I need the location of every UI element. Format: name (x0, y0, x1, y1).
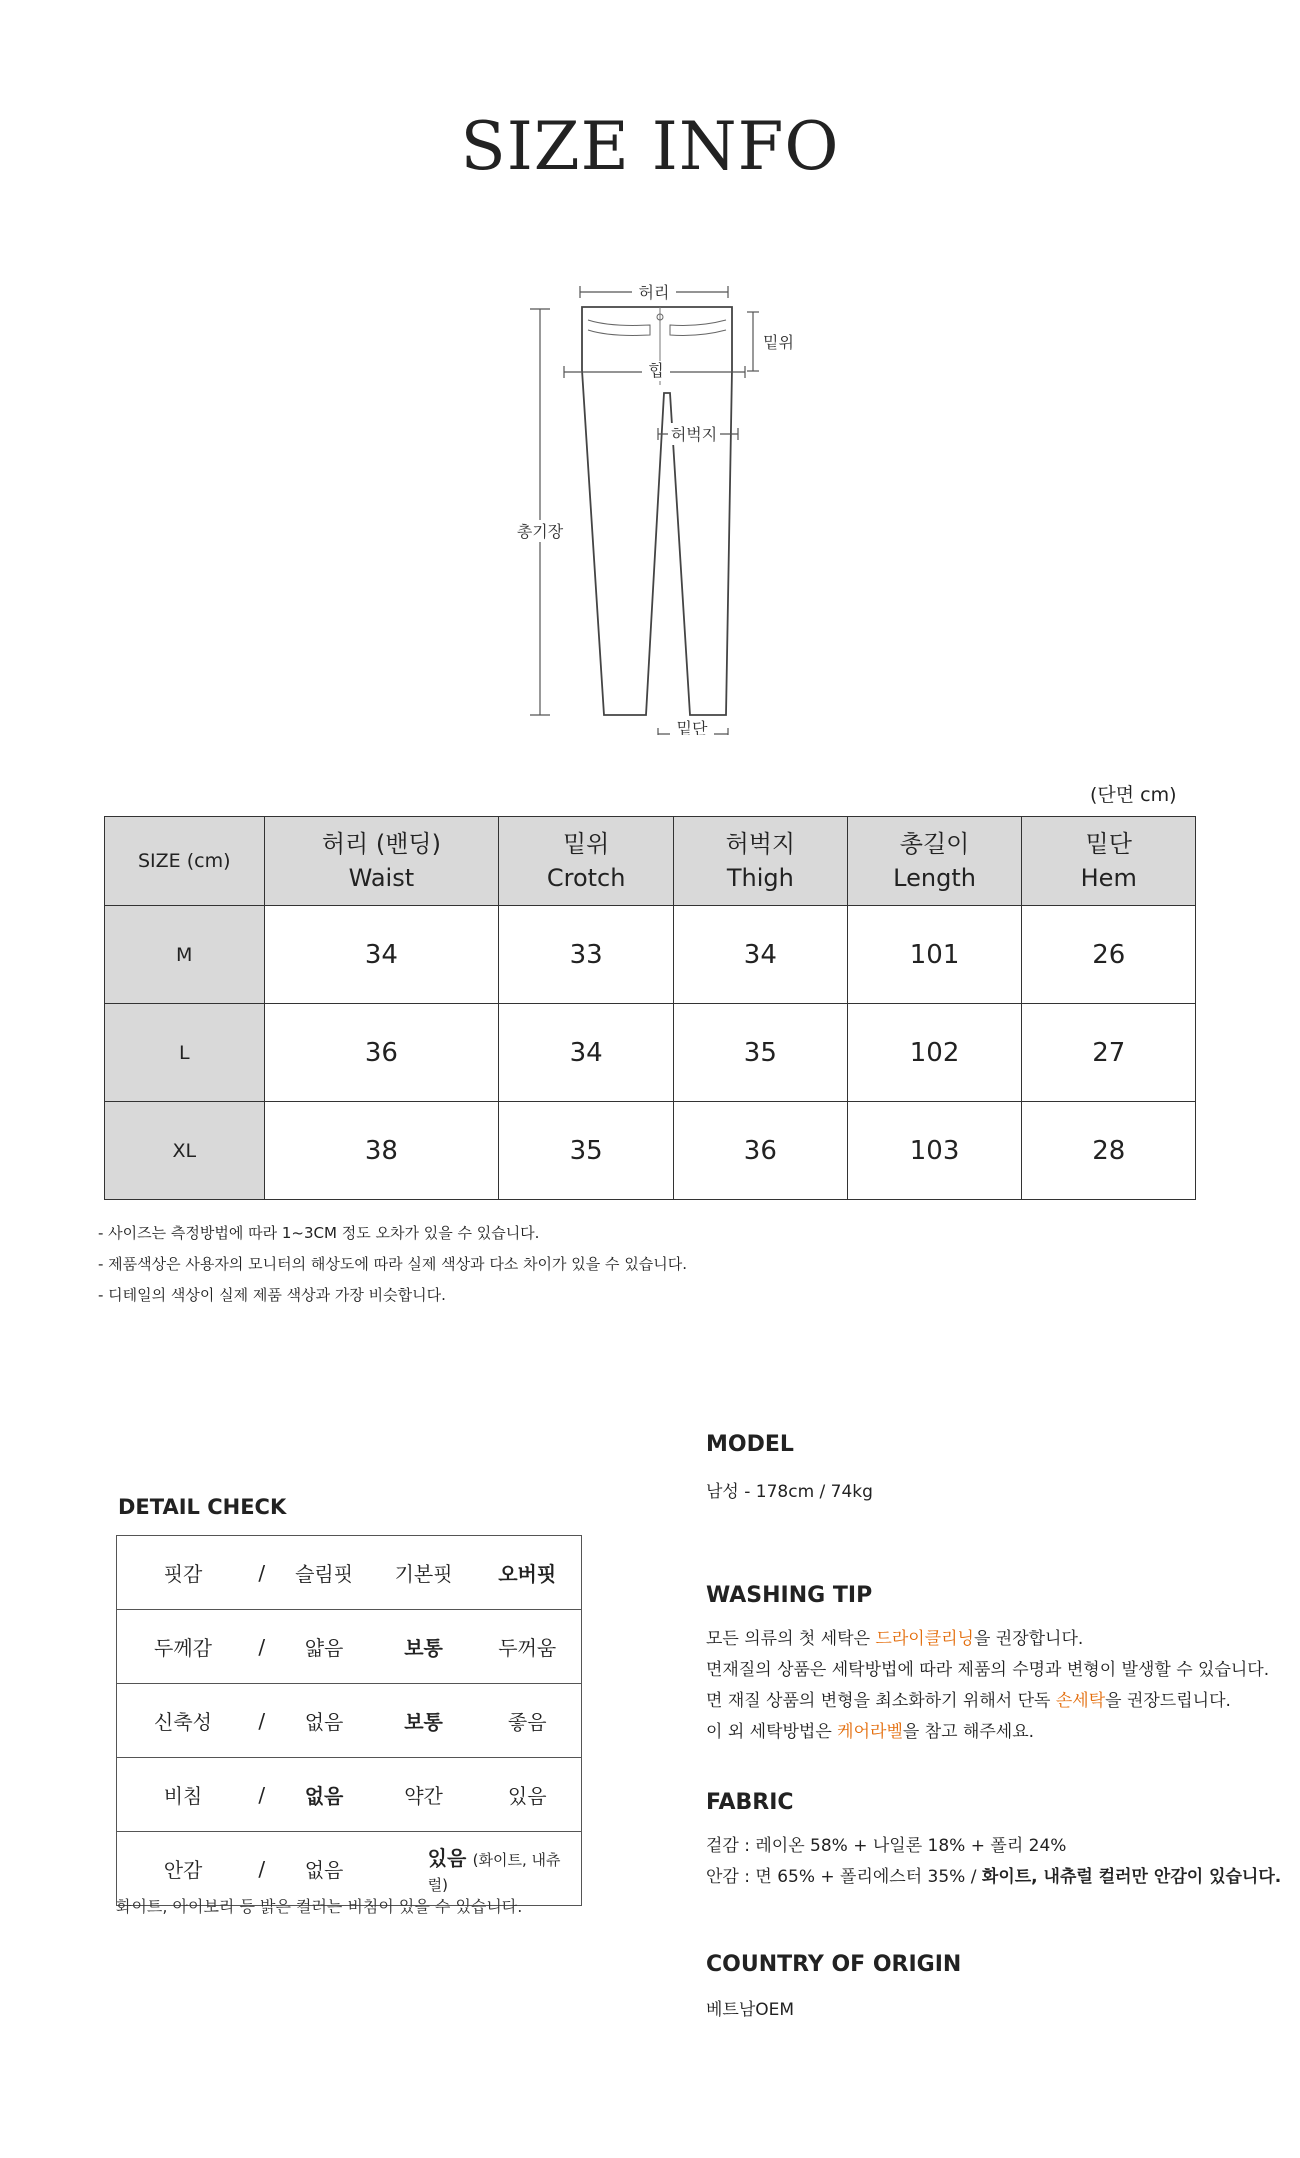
detail-option: 얇음 (274, 1610, 373, 1684)
header-length: 총길이 Length (847, 817, 1022, 906)
table-row (105, 1004, 1196, 1102)
thigh-label: 허벅지 (670, 425, 718, 444)
detail-row-fit (117, 1536, 582, 1610)
fabric-text (706, 1831, 1281, 1893)
fabric-line: 안감 : 면 65% + 폴리에스터 35% / 화이트, 내츄럴 컬러만 안감이 있습니다. (706, 1867, 1282, 1887)
detail-option-selected: 보통 (374, 1610, 474, 1684)
cell-length: 103 (847, 1102, 1022, 1200)
cell-hem: 28 (1022, 1102, 1196, 1200)
detail-separator: / (249, 1832, 274, 1906)
washing-line: 이 외 세탁방법은 케어라벨을 참고 해주세요. (706, 1722, 1035, 1742)
note-line: - 디테일의 색상이 실제 제품 색상과 가장 비슷합니다. (98, 1286, 446, 1304)
length-label: 총기장 (516, 522, 564, 541)
hip-label: 힙 (648, 361, 664, 380)
detail-separator: / (249, 1610, 274, 1684)
page-title: SIZE INFO (460, 108, 840, 185)
header-thigh: 허벅지 Thigh (674, 817, 848, 906)
row-size: XL (105, 1102, 265, 1200)
row-size: M (105, 906, 265, 1004)
detail-row-thickness (117, 1610, 582, 1684)
header-size: SIZE (cm) (105, 817, 265, 906)
detail-check-note: 화이트, 아이보리 등 밝은 컬러는 비침이 있을 수 있습니다. (116, 1897, 523, 1916)
detail-check-title: DETAIL CHECK (118, 1495, 287, 1519)
size-notes (98, 1218, 687, 1311)
cell-crotch: 35 (499, 1102, 674, 1200)
detail-option: 기본핏 (374, 1536, 474, 1610)
cell-waist: 38 (264, 1102, 499, 1200)
cell-thigh: 36 (674, 1102, 848, 1200)
cell-crotch: 34 (499, 1004, 674, 1102)
rise-label: 밑위 (763, 333, 794, 352)
detail-option: 슬림핏 (274, 1536, 373, 1610)
header-crotch: 밑위 Crotch (499, 817, 674, 906)
detail-option: 약간 (374, 1758, 474, 1832)
detail-separator: / (249, 1684, 274, 1758)
detail-label: 안감 (117, 1832, 250, 1906)
detail-option-selected: 있음 (427, 1846, 467, 1870)
detail-option: 좋음 (473, 1684, 581, 1758)
detail-label: 비침 (117, 1758, 250, 1832)
washing-title: WASHING TIP (706, 1583, 873, 1608)
detail-label: 두께감 (117, 1610, 250, 1684)
note-line: - 제품색상은 사용자의 모니터의 해상도에 따라 실제 색상과 다소 차이가 있을 수 있습니다. (98, 1255, 688, 1273)
detail-row-stretch (117, 1684, 582, 1758)
model-title: MODEL (706, 1432, 794, 1457)
detail-option: 두꺼움 (473, 1610, 581, 1684)
detail-label: 핏감 (117, 1536, 250, 1610)
detail-separator: / (249, 1758, 274, 1832)
model-text: 남성 - 178cm / 74kg (706, 1482, 873, 1502)
detail-option: 없음 (274, 1684, 373, 1758)
fabric-line: 겉감 : 레이온 58% + 나일론 18% + 폴리 24% (706, 1836, 1067, 1856)
washing-line: 면재질의 상품은 세탁방법에 따라 제품의 수명과 변형이 발생할 수 있습니다. (706, 1660, 1270, 1680)
cell-length: 102 (847, 1004, 1022, 1102)
detail-row-sheerness (117, 1758, 582, 1832)
table-row (105, 1102, 1196, 1200)
header-hem: 밑단 Hem (1022, 817, 1196, 906)
detail-option: 없음 (274, 1832, 373, 1906)
waist-label: 허리 (638, 283, 670, 302)
detail-check-table (116, 1535, 582, 1906)
detail-extra: (화이트, 내츄럴) (427, 1851, 561, 1894)
cell-hem: 27 (1022, 1004, 1196, 1102)
fabric-title: FABRIC (706, 1790, 794, 1815)
cell-thigh: 35 (674, 1004, 848, 1102)
cell-crotch: 33 (499, 906, 674, 1004)
origin-title: COUNTRY OF ORIGIN (706, 1952, 962, 1977)
note-line: - 사이즈는 측정방법에 따라 1~3CM 정도 오차가 있을 수 있습니다. (98, 1224, 540, 1242)
hem-label: 밑단 (676, 719, 708, 735)
cell-hem: 26 (1022, 906, 1196, 1004)
origin-text: 베트남OEM (706, 2000, 795, 2020)
detail-label: 신축성 (117, 1684, 250, 1758)
pants-diagram (500, 275, 800, 735)
detail-option-selected: 보통 (374, 1684, 474, 1758)
table-row (105, 906, 1196, 1004)
pants-outline (500, 275, 800, 735)
cell-waist: 36 (264, 1004, 499, 1102)
washing-text (706, 1624, 1269, 1748)
cell-waist: 34 (264, 906, 499, 1004)
detail-option-selected: 없음 (274, 1758, 373, 1832)
detail-option: 있음 (473, 1758, 581, 1832)
detail-separator: / (249, 1536, 274, 1610)
washing-line: 모든 의류의 첫 세탁은 드라이클리닝을 권장합니다. (706, 1629, 1084, 1649)
row-size: L (105, 1004, 265, 1102)
unit-note: (단면 cm) (1090, 784, 1177, 806)
size-table (104, 816, 1196, 1200)
detail-option-selected: 오버핏 (473, 1536, 581, 1610)
header-waist: 허리 (밴딩) Waist (264, 817, 499, 906)
washing-line: 면 재질 상품의 변형을 최소화하기 위해서 단독 손세탁을 권장드립니다. (706, 1691, 1231, 1711)
cell-thigh: 34 (674, 906, 848, 1004)
cell-length: 101 (847, 906, 1022, 1004)
size-table-header (105, 817, 1196, 906)
